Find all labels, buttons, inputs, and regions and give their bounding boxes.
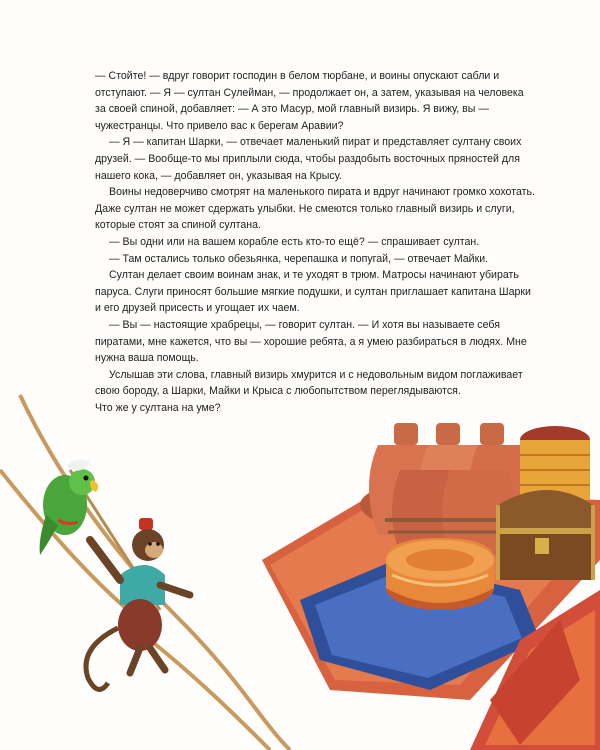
- monkey-on-rope-icon: [86, 518, 190, 689]
- paragraph: Услышав эти слова, главный визирь хмурится и с недовольным видом поглаживает свою бороду, а Шарки, Майки и Крыса с любопытством переглядываются.: [95, 368, 523, 398]
- paragraph: — Стойте! — вдруг говорит господин в белом тюрбане, и воины опускают сабли и отступают. — Я — султан Сулейман, — продолжает он, а затем, указывая на человека за своей спиной, добавляет: — А это Масур, мой главный визирь. Я вижу, вы — чужестранцы. Что привело вас к берегам Аравии?: [95, 70, 524, 132]
- paragraph: Воины недоверчиво смотрят на маленького пирата и вдруг начинают громко хохотать. Даже султан не может сдержать улыбки. Не смеются только главный визирь и слуги, которые стоят за спиной султана.: [95, 186, 535, 232]
- paragraph: — Там остались только обезьянка, черепашка и попугай, — отвечает Майки.: [109, 252, 489, 265]
- drum-icon: [520, 426, 590, 500]
- paragraph: — Вы — настоящие храбрецы, — говорит султан. — И хотя вы называете себя пиратами, мне кажется, что вы — хорошие ребята, а я умею разбираться в людях. Мне нужна ваша помощь.: [95, 318, 527, 365]
- treasure-chest-icon: [498, 490, 593, 580]
- paragraph: — Я — капитан Шарки, — отвечает маленький пират и представляет султану своих друзей. — Вообще-то мы приплыли сюда, чтобы раздобыть восточных пряностей для нашего кока, — добавляет он, указывая на Крысу.: [95, 136, 522, 182]
- paragraph: Что же у султана на уме?: [95, 401, 221, 414]
- cushion-icon: [386, 538, 494, 610]
- paragraph: — Вы одни или на вашем корабле есть кто-то ещё? — спрашивает султан.: [109, 235, 480, 248]
- paragraph: Султан делает своим воинам знак, и те уходят в трюм. Матросы начинают убирать паруса. Слуги приносят большие мягкие подушки, и султан приглашает капитана Шарки и его друзей присесть и угощает их чаем.: [95, 269, 531, 315]
